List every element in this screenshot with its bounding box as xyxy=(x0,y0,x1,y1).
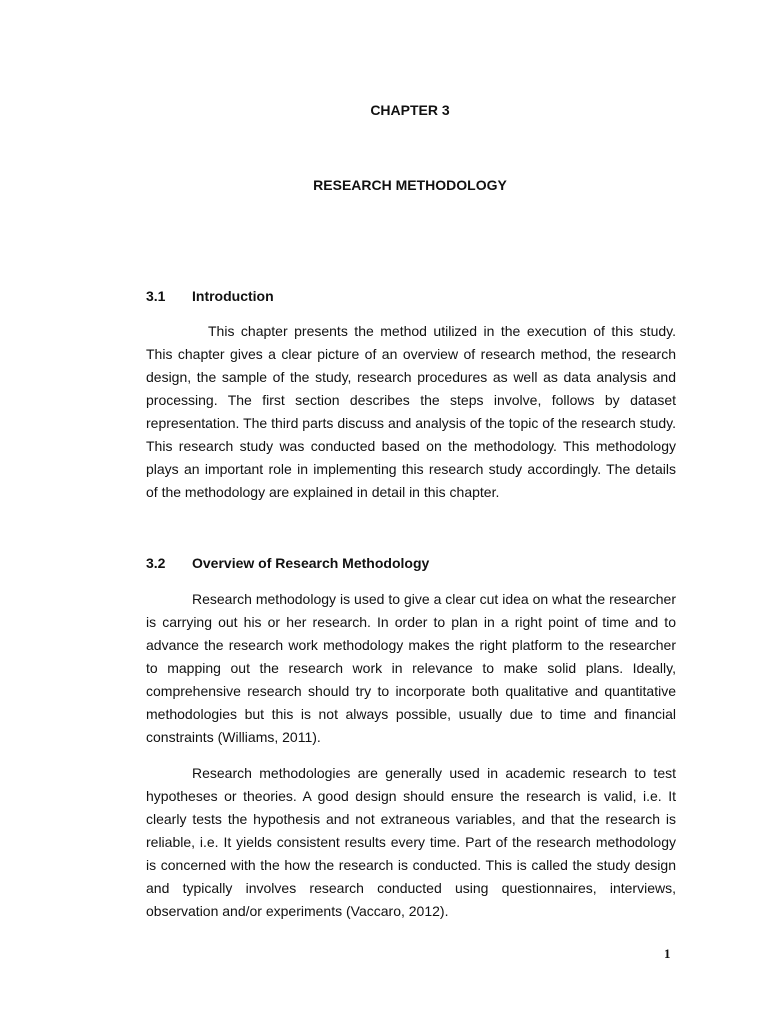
paragraph: This chapter presents the method utilized in the execution of this study. This chapter gives a clear picture of an overview of research method, the research design, the sample of the study, research procedures as well as data analysis and processing. The first section describes the steps involve, follows by dataset representation. The third parts discuss and analysis of the topic of the research study. This research study was conducted based on the methodology. This methodology plays an important role in implementing this research study accordingly. The details of the methodology are explained in detail in this chapter. xyxy=(146,323,676,500)
page-number: 1 xyxy=(664,946,671,961)
section-heading-3-2 xyxy=(146,555,429,571)
section-title: Overview of Research Methodology xyxy=(192,555,430,571)
section-number: 3.1 xyxy=(146,288,166,304)
section-number: 3.2 xyxy=(146,555,166,571)
paragraph: Research methodologies are generally used in academic research to test hypotheses or theories. A good design should ensure the research is valid, i.e. It clearly tests the hypothesis and not extraneous variables, and that the research is reliable, i.e. It yields consistent results every time. Part of the research methodology is concerned with the how the research is conducted. This is called the study design and typically involves research conducted using questionnaires, interviews, observation and/or experiments (Vaccaro, 2012). xyxy=(146,765,676,919)
section-title: Introduction xyxy=(192,288,274,304)
paragraph: Research methodology is used to give a clear cut idea on what the researcher is carrying out his or her research. In order to plan in a right point of time and to advance the research work methodology makes the right platform to the researcher to mapping out the research work in relevance to make solid plans. Ideally, comprehensive research should try to incorporate both qualitative and quantitative methodologies but this is not always possible, usually due to time and financial constraints (Williams, 2011). xyxy=(146,591,676,745)
section-heading-3-1 xyxy=(146,288,274,304)
chapter-number: CHAPTER 3 xyxy=(370,102,450,118)
chapter-title: RESEARCH METHODOLOGY xyxy=(313,177,507,193)
